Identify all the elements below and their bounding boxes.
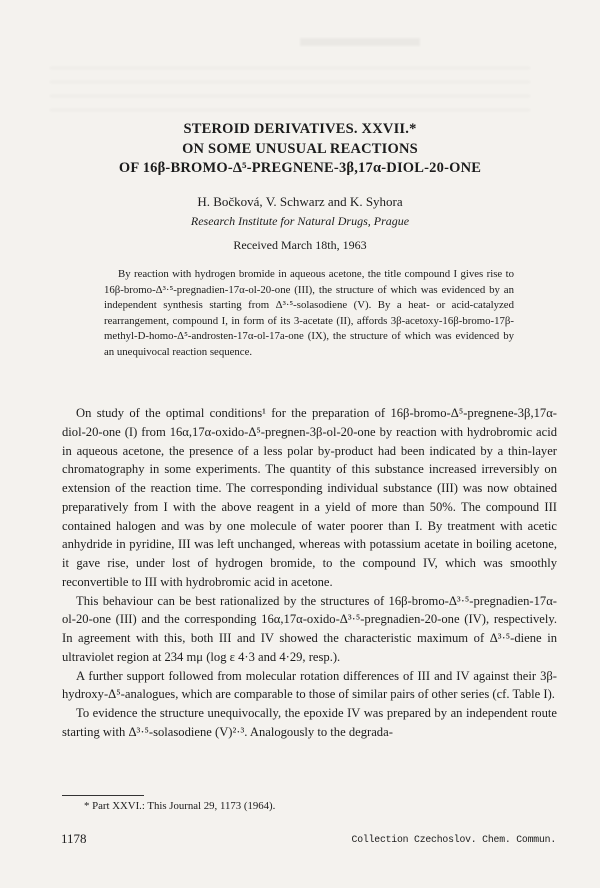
- paragraph-2: This behaviour can be best rationalized by the structures of 16β-bromo-Δ³·⁵-pregnadien-17α-ol-20-one (III) and the corresponding 16α,17α-oxido-Δ³·⁵-pregnadien-20-one (IV), respectively. In agreement with this, both III and IV showed the characteristic maximum of Δ³·⁵-diene in ultraviolet region at 234 mμ (log ε 4·3 and 4·29, resp.).: [62, 593, 557, 664]
- institution: Research Institute for Natural Drugs, Prague: [190, 214, 410, 228]
- body-text: [62, 404, 557, 742]
- authors: H. Bočková, V. Schwarz and K. Syhora: [197, 194, 403, 209]
- paragraph-3: A further support followed from molecular rotation differences of III and IV against their 3β-hydroxy-Δ⁵-analogues, which are comparable to those of similar pairs of other series (cf. Table I).: [62, 668, 557, 702]
- page-number: 1178: [61, 831, 87, 846]
- journal-name: Collection Czechoslov. Chem. Commun.: [351, 834, 556, 845]
- title-line-2: ON SOME UNUSUAL REACTIONS: [182, 141, 418, 157]
- paragraph-1: On study of the optimal conditions¹ for the preparation of 16β-bromo-Δ⁵-pregnene-3β,17α-diol-20-one (I) from 16α,17α-oxido-Δ⁵-pregnen-3β-ol-20-one by reaction with hydrobromic acid in aqueous acetone, the presence of a less polar by-product had been indicated by a thin-layer chromatography in some experiments. The quantity of this substance increased irreversibly on extension of the reaction time. The corresponding individual substance (III) was now obtained preparatively from I with the above reagent in a yield of more than 50%. The compound III contained halogen and was by one molecule of water poorer than I. By treatment with acetic anhydride in pyridine, III was left unchanged, whereas with potassium acetate in boiling acetone, it gave rise, under lost of hydrogen bromide, to the compound IV, which was smoothly reconvertible to III with hydrobromic acid in acetone.: [62, 406, 557, 589]
- abstract: [104, 267, 514, 361]
- abstract-text: By reaction with hydrogen bromide in aqueous acetone, the title compound I gives rise to 16β-bromo-Δ³·⁵-pregnadien-17α-ol-20-one (III), the structure of which was evidenced by an independent synthesis starting from Δ³·⁵-solasodiene (V). By a heat- or acid-catalyzed rearrangement, compound I, in form of its 3-acetate (II), affords 3β-acetoxy-16β-bromo-17β-methyl-D-homo-Δ⁵-androsten-17α-ol-17a-one (IX), the structure of which was evidenced by an unequivocal reaction sequence.: [104, 268, 514, 358]
- bleed-through-top: [300, 38, 420, 46]
- paragraph-4: To evidence the structure unequivocally, the epoxide IV was prepared by an independent route starting with Δ³·⁵-solasodiene (V)²·³. Analogously to the degrada-: [62, 706, 557, 739]
- bleed-through-text: [50, 55, 530, 111]
- title-line-1: STEROID DERIVATIVES. XXVII.*: [183, 121, 417, 137]
- title-line-3: OF 16β-BROMO-Δ⁵-PREGNENE-3β,17α-DIOL-20-ONE: [118, 160, 482, 176]
- footnote: * Part XXVI.: This Journal 29, 1173 (1964).: [84, 800, 276, 812]
- received-date: Received March 18th, 1963: [233, 238, 367, 252]
- footnote-rule: [62, 795, 144, 796]
